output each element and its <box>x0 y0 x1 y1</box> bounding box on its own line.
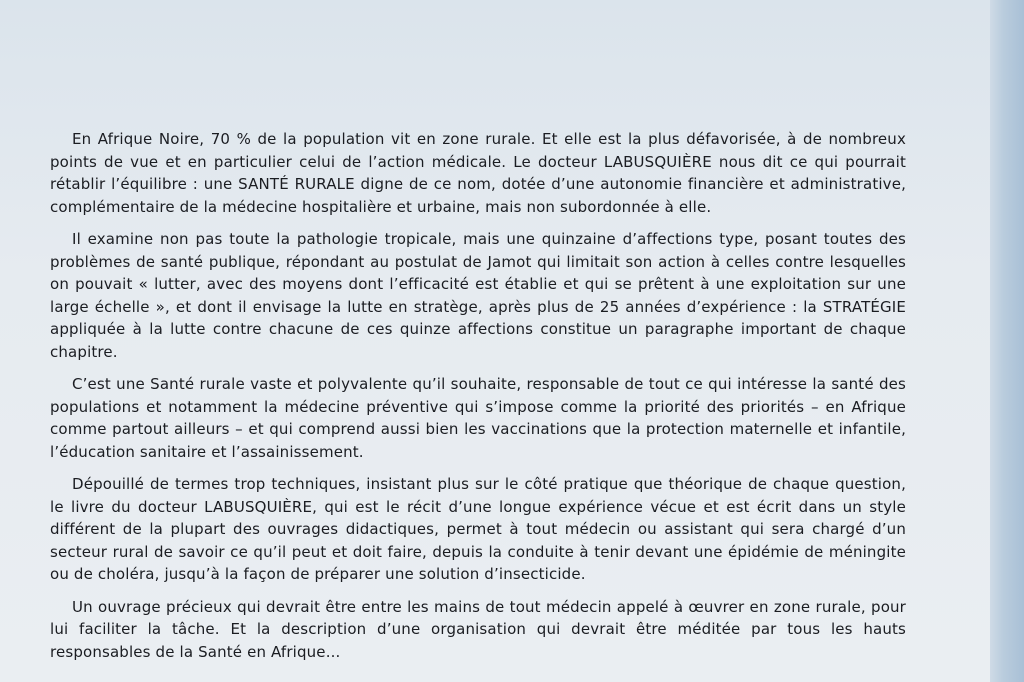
cover-text-block <box>50 128 906 673</box>
paragraph-4: Dépouillé de termes trop techniques, insistant plus sur le côté pratique que théorique de chaque question, le livre du docteur LABUSQUIÈRE, qui est le récit d’une longue expérience vécue et est écrit dans un style différent de la plupart des ouvrages didactiques, permet à tout médecin ou assistant qui sera chargé d’un secteur rural de savoir ce qu’il peut et doit faire, depuis la conduite à tenir devant une épidémie de méningite ou de choléra, jusqu’à la façon de préparer une solution d’insecticide. <box>50 475 906 583</box>
paragraph-5: Un ouvrage précieux qui devrait être entre les mains de tout médecin appelé à œuvrer en zone rurale, pour lui faciliter la tâche. Et la description d’une organisation qui devrait être méditée par tous les hauts responsables de la Santé en Afrique... <box>50 597 906 661</box>
paragraph-1: En Afrique Noire, 70 % de la population vit en zone rurale. Et elle est la plus défavorisée, à de nombreux points de vue et en particulier celui de l’action médicale. Le docteur LABUSQUIÈRE nous dit ce qui pourrait rétablir l’équilibre : une SANTÉ RURALE digne de ce nom, dotée d’une autonomie financière et administrative, complémentaire de la médecine hospitalière et urbaine, mais non subordonnée à elle. <box>50 130 906 216</box>
paragraph-3: C’est une Santé rurale vaste et polyvalente qu’il souhaite, responsable de tout ce qui intéresse la santé des populations et notamment la médecine préventive qui s’impose comme la priorité des priorités – en Afrique comme partout ailleurs – et qui comprend aussi bien les vaccinations que la protection maternelle et infantile, l’éducation sanitaire et l’assainissement. <box>50 375 906 461</box>
background-edge <box>990 0 1024 682</box>
paragraph-2: Il examine non pas toute la pathologie tropicale, mais une quinzaine d’affections type, posant toutes des problèmes de santé publique, répondant au postulat de Jamot qui limitait son action à celles contre lesquelles on pouvait « lutter, avec des moyens dont l’efficacité est établie et qui se prêtent à une exploitation sur une large échelle », et dont il envisage la lutte en stratège, après plus de 25 années d’expérience : la STRATÉGIE appliquée à la lutte contre chacune de ces quinze affections constitue un paragraphe important de chaque chapitre. <box>50 230 906 361</box>
